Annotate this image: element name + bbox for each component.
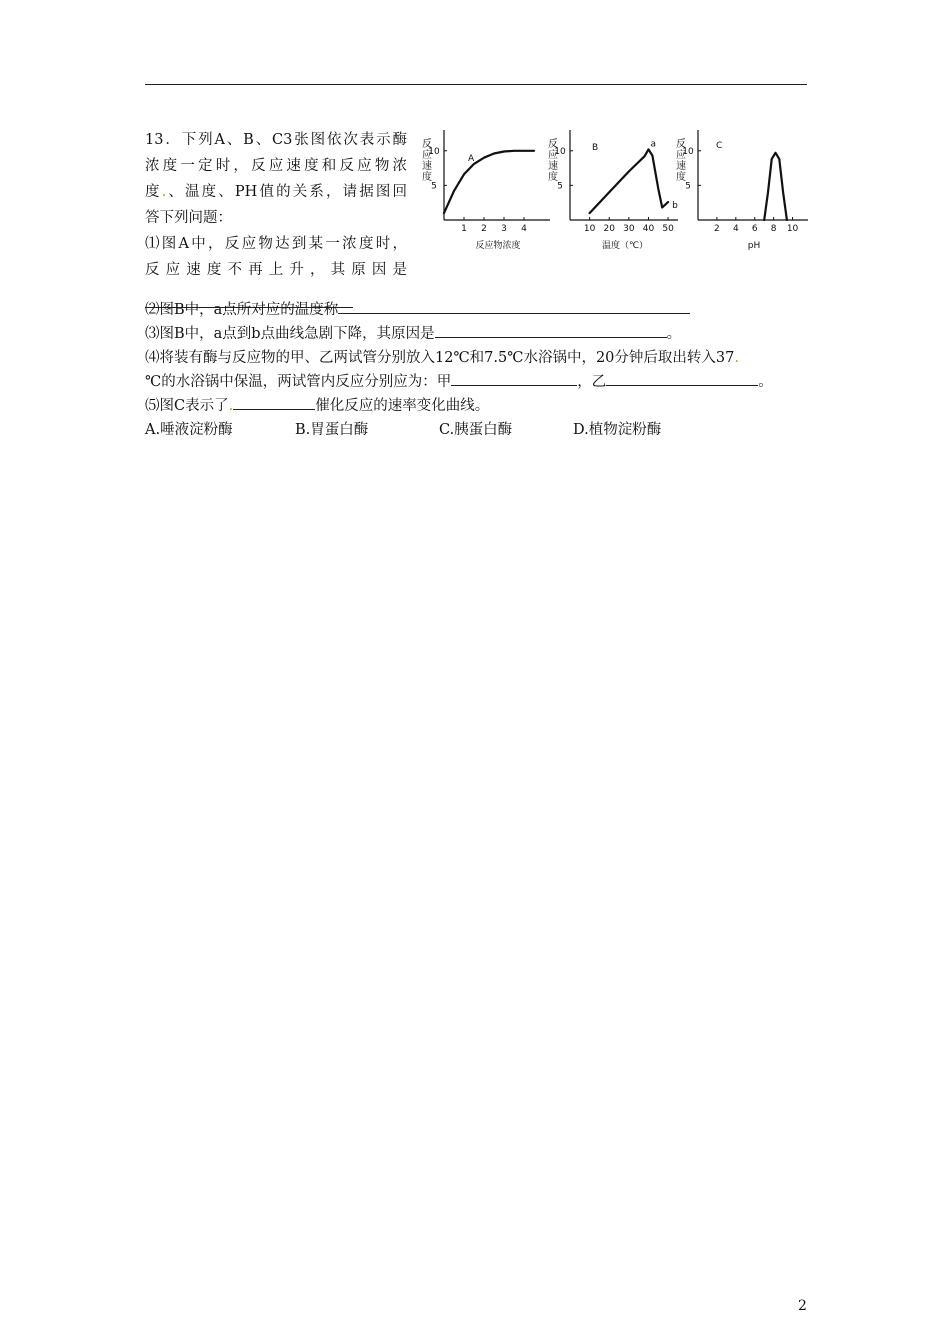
mark-dot: . <box>161 184 167 200</box>
y-axis-label-char: 反 <box>548 139 558 150</box>
y-tick-label: 10 <box>428 146 440 157</box>
option-c[interactable]: C.胰蛋白酶 <box>439 422 513 438</box>
question-13-body <box>145 298 815 442</box>
series-line <box>764 153 787 220</box>
q1-line: 反应速度不再上升，其原因是 <box>145 262 407 278</box>
y-axis-label-char: 速 <box>676 161 686 172</box>
q5-line: ⑸图C表示了. 催化反应的速率变化曲线。 <box>145 394 815 418</box>
intro-line: 答下列问题： <box>145 210 232 226</box>
x-tick-label: 40 <box>642 224 655 234</box>
y-axis-label-char: 反 <box>422 139 432 150</box>
chart-title-letter: C <box>716 141 723 151</box>
q4-answer-blank-yi[interactable] <box>606 370 758 386</box>
option-a[interactable]: A.唾液淀粉酶 <box>145 422 233 438</box>
header-rule <box>145 84 807 85</box>
y-axis-label-char: 度 <box>422 172 432 183</box>
y-axis-label-char: 速 <box>548 161 558 172</box>
series-line <box>444 151 534 213</box>
figure-group <box>420 125 815 260</box>
intro-line: 浓度一定时，反应速度和反应物浓 <box>145 158 407 174</box>
chart-title-letter: B <box>592 143 599 153</box>
q4-line-2: ℃的水浴锅中保温，两试管内反应分别应为：甲 ，乙 。 <box>145 370 815 394</box>
y-tick-label: 5 <box>431 181 437 192</box>
q3-line: ⑶图B中，a点到b点曲线急剧下降，其原因是 。 <box>145 322 815 346</box>
series-line <box>590 149 669 213</box>
q2-answer-blank[interactable] <box>338 298 690 314</box>
question-13-intro <box>145 127 407 308</box>
mark-dot: . <box>228 398 234 414</box>
x-tick-label: 30 <box>623 224 635 234</box>
option-d[interactable]: D.植物淀粉酶 <box>573 422 662 438</box>
x-tick-label: 10 <box>786 224 799 234</box>
q2-line: ⑵图B中，a点所对应的温度称 <box>145 298 815 322</box>
x-tick-label: 4 <box>732 224 739 234</box>
y-axis-label-char: 应 <box>548 150 558 161</box>
y-tick-label: 5 <box>557 181 563 192</box>
y-axis-label-char: 应 <box>422 150 432 161</box>
y-axis-label-char: 应 <box>676 150 686 161</box>
x-axis-label: 温度（℃） <box>601 241 649 251</box>
x-tick-label: 6 <box>751 224 758 234</box>
q4-line-1: ⑷将装有酶与反应物的甲、乙两试管分别放入12℃和7.5℃水浴锅中，20分钟后取出转入37. <box>145 350 739 366</box>
x-tick-label: 8 <box>770 224 777 234</box>
q5-options <box>145 418 815 442</box>
x-tick-label: 10 <box>583 224 596 234</box>
enzyme-charts <box>420 125 815 260</box>
y-tick-label: 10 <box>682 146 694 157</box>
point-label-a: a <box>650 139 656 150</box>
page-number: 2 <box>798 1298 807 1314</box>
x-tick-label: 2 <box>714 224 720 234</box>
q5-answer-blank[interactable] <box>233 394 315 410</box>
y-axis-label-char: 度 <box>676 172 686 183</box>
intro-line: 度.、温度、PH值的关系，请据图回 <box>145 184 408 200</box>
y-tick-label: 10 <box>554 146 566 157</box>
q1-line: ⑴图A中，反应物达到某一浓度时， <box>145 236 407 252</box>
y-axis-label-char: 反 <box>676 139 686 150</box>
y-tick-label: 5 <box>685 181 691 192</box>
x-tick-label: 2 <box>481 224 487 234</box>
point-label-b: b <box>672 200 678 211</box>
x-tick-label: 1 <box>461 224 467 234</box>
q3-answer-blank[interactable] <box>435 322 667 338</box>
q4-answer-blank-jia[interactable] <box>451 370 577 386</box>
intro-line: 13．下列A、B、C3张图依次表示酶 <box>145 132 407 148</box>
x-axis-label: pH <box>747 241 761 251</box>
mark-dot: . <box>734 350 739 366</box>
y-axis-label-char: 度 <box>548 172 558 183</box>
x-tick-label: 20 <box>603 224 615 234</box>
x-tick-label: 4 <box>521 224 527 234</box>
option-b[interactable]: B.胃蛋白酶 <box>295 422 369 438</box>
x-axis-label: 反应物浓度 <box>475 241 521 251</box>
x-tick-label: 50 <box>662 224 674 234</box>
y-axis-label-char: 速 <box>422 161 432 172</box>
chart-title-letter: A <box>468 154 475 165</box>
x-tick-label: 3 <box>501 224 507 234</box>
